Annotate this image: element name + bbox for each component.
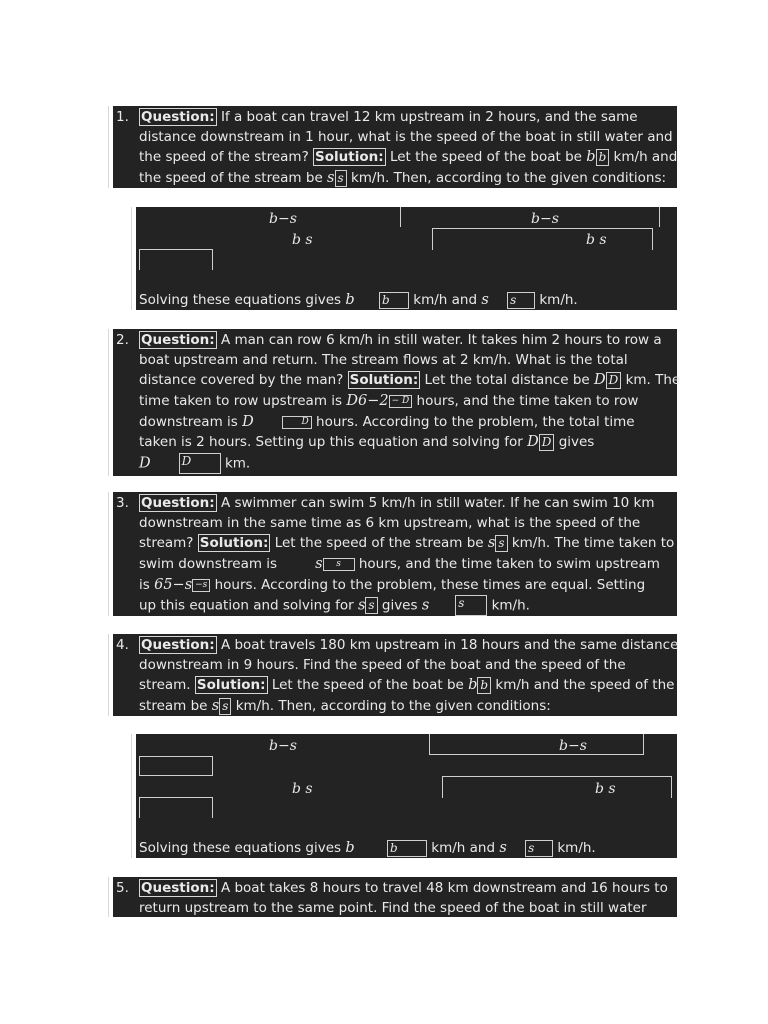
math-var-s: s <box>421 597 430 614</box>
eq-downstream-left: b s <box>292 232 313 248</box>
eq-upstream-right: b−s <box>559 738 587 754</box>
solution-text: km/h and <box>613 149 678 165</box>
math-var-s: s <box>499 840 507 856</box>
math-box-s: s <box>365 597 377 614</box>
solution-text: time taken to row upstream is <box>139 393 343 409</box>
question-label: Question: <box>141 495 215 511</box>
question-text: distance covered by the man? <box>139 372 344 388</box>
solution-label: Solution: <box>196 677 266 693</box>
solution-text: km/h. Then, according to the given conditions: <box>350 170 667 186</box>
solution-text: km. <box>224 455 251 472</box>
solution-text: km. The <box>625 372 681 388</box>
math-var-b: b <box>345 840 355 856</box>
eq-divider <box>659 207 660 227</box>
solution-text: Let the speed of the stream be <box>274 535 484 551</box>
equation-block-1 <box>136 207 677 310</box>
question-text: If a boat can travel 12 km upstream in 2 hours, and the same <box>220 109 638 125</box>
eq-downstream-left: b s <box>292 781 313 797</box>
item-5-edge <box>108 877 109 917</box>
answer-box-D: D <box>179 453 221 474</box>
solution-text: Let the speed of the boat be <box>389 149 582 165</box>
question-label: Question: <box>141 637 215 653</box>
solution-text: downstream is <box>139 414 238 430</box>
math-box-downstream: D <box>282 416 312 429</box>
solution-text: Let the speed of the boat be <box>271 677 464 693</box>
solution-text: km/h. The time taken to <box>511 535 675 551</box>
item-1-edge <box>108 106 109 188</box>
eq-upstream-left: b−s <box>269 738 297 754</box>
solution-text: stream be <box>139 698 208 714</box>
eq-placeholder-box <box>139 797 213 818</box>
math-var-s: s <box>211 698 220 714</box>
solve-text: Solving these equations gives <box>139 292 342 308</box>
eq-downstream-right: b s <box>595 781 616 797</box>
solution-text: hours, and the time taken to row <box>416 393 639 409</box>
solution-text: Let the total distance be <box>424 372 590 388</box>
item-number: 2. <box>116 332 129 348</box>
answer-box-b: b <box>379 292 409 309</box>
eq-upstream-right: b−s <box>531 211 559 227</box>
solution-label: Solution: <box>349 372 419 388</box>
solution-text: the speed of the stream be <box>139 170 323 186</box>
math-var-b: b <box>468 677 478 693</box>
item-number: 1. <box>116 109 129 125</box>
equation-block-4 <box>136 734 677 858</box>
math-box-s: s <box>335 170 347 187</box>
answer-box-s: s <box>525 840 553 857</box>
item-3-edge <box>108 492 109 616</box>
solve-text: km/h. <box>557 840 596 856</box>
math-expr-upstream: D6−2 <box>346 393 389 409</box>
math-var-D: D <box>242 414 254 430</box>
item-2-edge <box>108 329 109 476</box>
math-box-D: D <box>539 434 555 451</box>
math-expr-upstream: 65−s <box>154 577 193 593</box>
math-box-b: b <box>596 149 610 166</box>
question-label: Question: <box>141 880 215 896</box>
answer-box-s: s <box>455 595 487 616</box>
question-text: A boat takes 8 hours to travel 48 km downstream and 16 hours to <box>220 880 668 896</box>
math-var-D: D <box>594 372 606 388</box>
solution-text: km/h and the speed of the <box>495 677 675 693</box>
eq-4-edge <box>131 734 132 858</box>
math-var-s: s <box>357 597 366 614</box>
math-box-D: D <box>606 372 622 389</box>
question-text: stream. <box>139 677 191 693</box>
item-number: 3. <box>116 495 129 511</box>
question-text: the speed of the stream? <box>139 149 309 165</box>
question-text: downstream in the same time as 6 km upstream, what is the speed of the <box>139 515 641 531</box>
answer-box-b: b <box>387 840 427 857</box>
question-text: A man can row 6 km/h in still water. It takes him 2 hours to row a <box>220 332 662 348</box>
solution-text: hours. According to the problem, the total time <box>316 414 635 430</box>
question-block-4 <box>113 634 677 716</box>
question-text: distance downstream in 1 hour, what is the speed of the boat in still water and <box>139 129 673 145</box>
question-block-1 <box>113 106 677 188</box>
eq-placeholder-box <box>139 756 213 776</box>
eq-fraction-frame <box>432 228 653 250</box>
question-label: Question: <box>141 332 215 348</box>
solve-text: km/h and <box>413 292 478 308</box>
solution-text: hours, and the time taken to swim upstream <box>358 556 660 572</box>
question-text: A boat travels 180 km upstream in 18 hours and the same distance <box>220 637 679 653</box>
eq-fraction-frame <box>429 734 644 755</box>
question-text: A swimmer can swim 5 km/h in still water. If he can swim 10 km <box>220 495 655 511</box>
math-box-s: s <box>495 535 507 552</box>
question-block-2 <box>113 329 681 476</box>
eq-upstream-left: b−s <box>269 211 297 227</box>
solution-label: Solution: <box>199 535 269 551</box>
eq-downstream-right: b s <box>586 232 607 248</box>
math-box-b: b <box>477 677 491 694</box>
eq-1-edge <box>131 207 132 310</box>
eq-placeholder-box <box>139 249 213 270</box>
solve-text: Solving these equations gives <box>139 840 342 856</box>
item-number: 4. <box>116 637 129 653</box>
question-text: return upstream to the same point. Find the speed of the boat in still water <box>139 900 647 916</box>
item-4-edge <box>108 634 109 716</box>
math-var-s: s <box>487 535 496 551</box>
solution-text: gives <box>381 597 418 614</box>
solution-text: is <box>139 577 150 593</box>
question-block-5 <box>113 877 677 917</box>
math-box-s: s <box>323 558 355 571</box>
solution-text: taken is 2 hours. Setting up this equation and solving for <box>139 434 523 450</box>
question-text: stream? <box>139 535 194 551</box>
question-text: boat upstream and return. The stream flows at 2 km/h. What is the total <box>139 352 628 368</box>
solution-text: swim downstream is <box>139 556 278 572</box>
item-number: 5. <box>116 880 129 896</box>
solution-label: Solution: <box>315 149 384 165</box>
math-var-s: s <box>481 292 489 308</box>
math-var-s: s <box>327 170 335 186</box>
math-var-b: b <box>345 292 355 308</box>
question-block-3 <box>113 492 677 616</box>
answer-box-s: s <box>507 292 535 309</box>
math-var-D: D <box>139 455 151 472</box>
math-box-upstream: − D <box>389 395 413 408</box>
solution-text: up this equation and solving for <box>139 597 354 614</box>
solution-text: hours. According to the problem, these times are equal. Setting <box>214 577 646 593</box>
math-box-minus-s: −s <box>192 579 210 592</box>
eq-divider <box>400 207 401 227</box>
question-label: Question: <box>141 109 215 125</box>
math-var-D: D <box>527 434 539 450</box>
math-var-s: s <box>315 556 323 572</box>
solve-text: km/h and <box>431 840 496 856</box>
math-box-s: s <box>219 698 231 715</box>
solution-text: gives <box>558 434 595 450</box>
eq-fraction-frame <box>442 776 672 798</box>
solution-text: km/h. Then, according to the given conditions: <box>235 698 551 714</box>
solve-text: km/h. <box>539 292 578 308</box>
solution-text: km/h. <box>491 597 530 614</box>
question-text: downstream in 9 hours. Find the speed of the boat and the speed of the <box>139 657 626 673</box>
math-var-b: b <box>586 149 596 165</box>
